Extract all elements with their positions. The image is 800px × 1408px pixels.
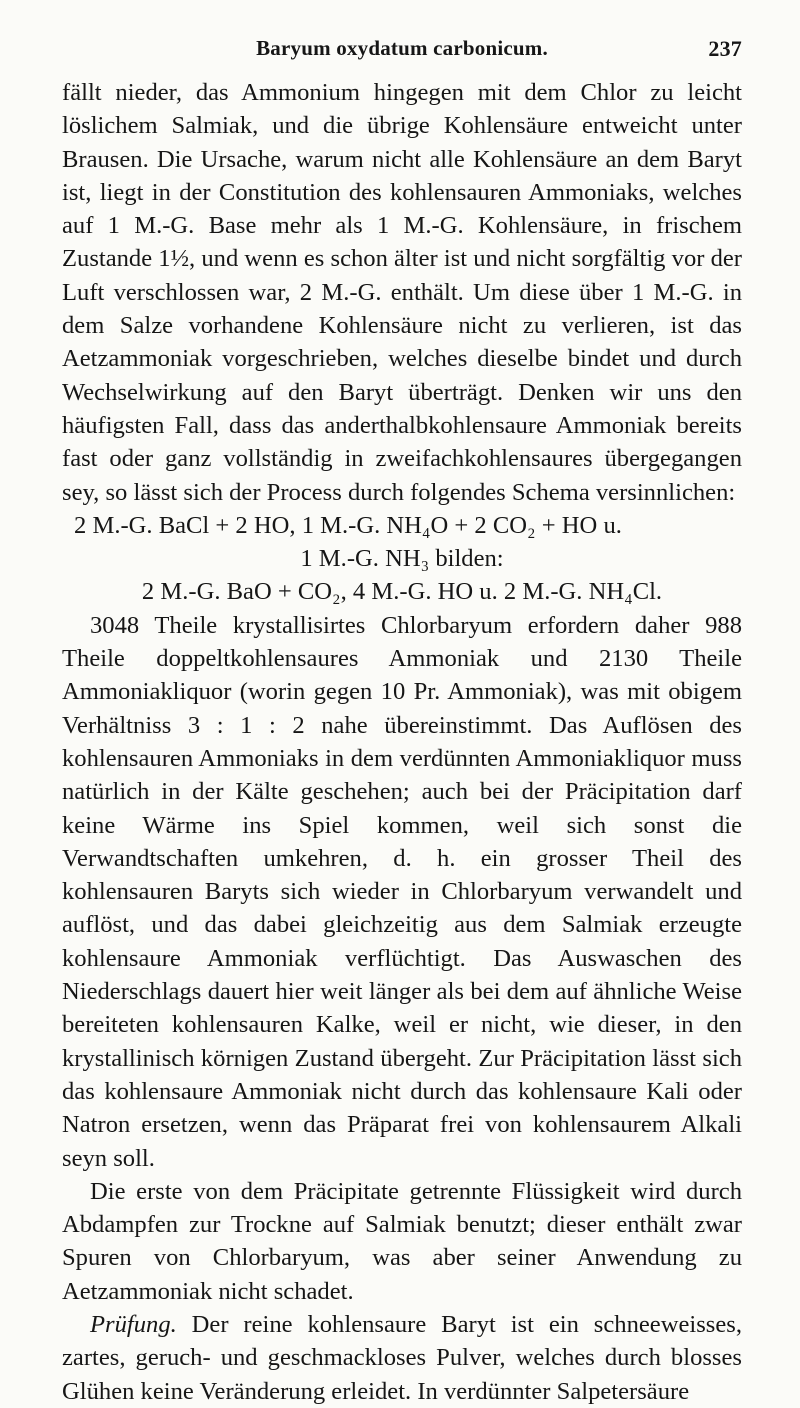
pruefung-label: Prüfung. (90, 1310, 177, 1338)
page-body (62, 76, 742, 1408)
paragraph-pruefung (62, 1308, 742, 1408)
running-header (62, 36, 742, 66)
header-title: Baryum oxydatum carbonicum. (256, 36, 548, 60)
paragraph-2: 3048 Theile krystallisirtes Chlorbaryum erfordern daher 988 Theile doppeltkohlensaures Ammoniak und 2130 Theile Ammoniakliquor (worin gegen 10 Pr. Ammoniak), was mit obigem Verhältniss 3 : 1 : 2 nahe übereinstimmt. Das Auflösen des kohlensauren Ammoniaks in dem verdünnten Ammoniakliquor muss natürlich in der Kälte geschehen; auch bei der Präcipitation darf keine Wärme ins Spiel kommen, weil sich sonst die Verwandtschaften umkehren, d. h. ein grosser Theil des kohlensauren Baryts sich wieder in Chlorbaryum verwandelt und auflöst, und das dabei gleichzeitig aus dem Salmiak erzeugte kohlensaure Ammoniak verflüchtigt. Das Auswaschen des Niederschlags dauert hier weit länger als bei dem auf ähnliche Weise bereiteten kohlensauren Kalke, weil er nicht, wie dieser, in den krystallinisch körnigen Zustand übergeht. Zur Präcipitation lässt sich das kohlensaure Ammoniak nicht durch das kohlensaure Kali oder Natron ersetzen, wenn das Präparat frei von kohlensaurem Alkali seyn soll. (62, 611, 742, 1172)
paragraph-1: fällt nieder, das Ammonium hingegen mit dem Chlor zu leicht löslichem Salmiak, und die übrige Kohlensäure entweicht unter Brausen. Die Ursache, warum nicht alle Kohlensäure an dem Baryt ist, liegt in der Constitution des kohlensauren Ammoniaks, welches auf 1 M.-G. Base mehr als 1 M.-G. Kohlensäure, in frischem Zustande 1½, und wenn es schon älter ist und nicht sorgfältig vor der Luft verschlossen war, 2 M.-G. enthält. Um diese über 1 M.-G. in dem Salze vorhandene Kohlensäure nicht zu verlieren, ist das Aetzammoniak vorgeschrieben, welches dieselbe bindet und durch Wechselwirkung auf den Baryt überträgt. Denken wir uns den häufigsten Fall, dass das anderthalbkohlensaure Ammoniak bereits fast oder ganz vollständig in zweifachkohlensaures übergegangen sey, so lässt sich der Process durch folgendes Schema versinnlichen: (62, 79, 742, 506)
formula-line-3: 2 M.-G. BaO + CO₂, 4 M.-G. HO u. 2 M.-G. NH₄Cl. (141, 578, 663, 606)
formula-line-2: 1 M.-G. NH₃ bilden: (300, 545, 504, 573)
formula-line-1: 2 M.-G. BaCl + 2 HO, 1 M.-G. NH₄O + 2 CO₂ + HO u. (74, 511, 622, 539)
page-number: 237 (708, 36, 742, 61)
pruefung-text: Der reine kohlensaure Baryt ist ein schneeweisses, zartes, geruch- und geschmackloses Pulver, welches durch blosses Glühen keine Veränderung erleidet. In verdünnter Salpetersäure (62, 1310, 742, 1405)
paragraph-3: Die erste von dem Präcipitate getrennte Flüssigkeit wird durch Abdampfen zur Trockne auf Salmiak benutzt; dieser enthält zwar Spuren von Chlorbaryum, was aber seiner Anwendung zu Aetzammoniak nicht schadet. (62, 1177, 742, 1305)
